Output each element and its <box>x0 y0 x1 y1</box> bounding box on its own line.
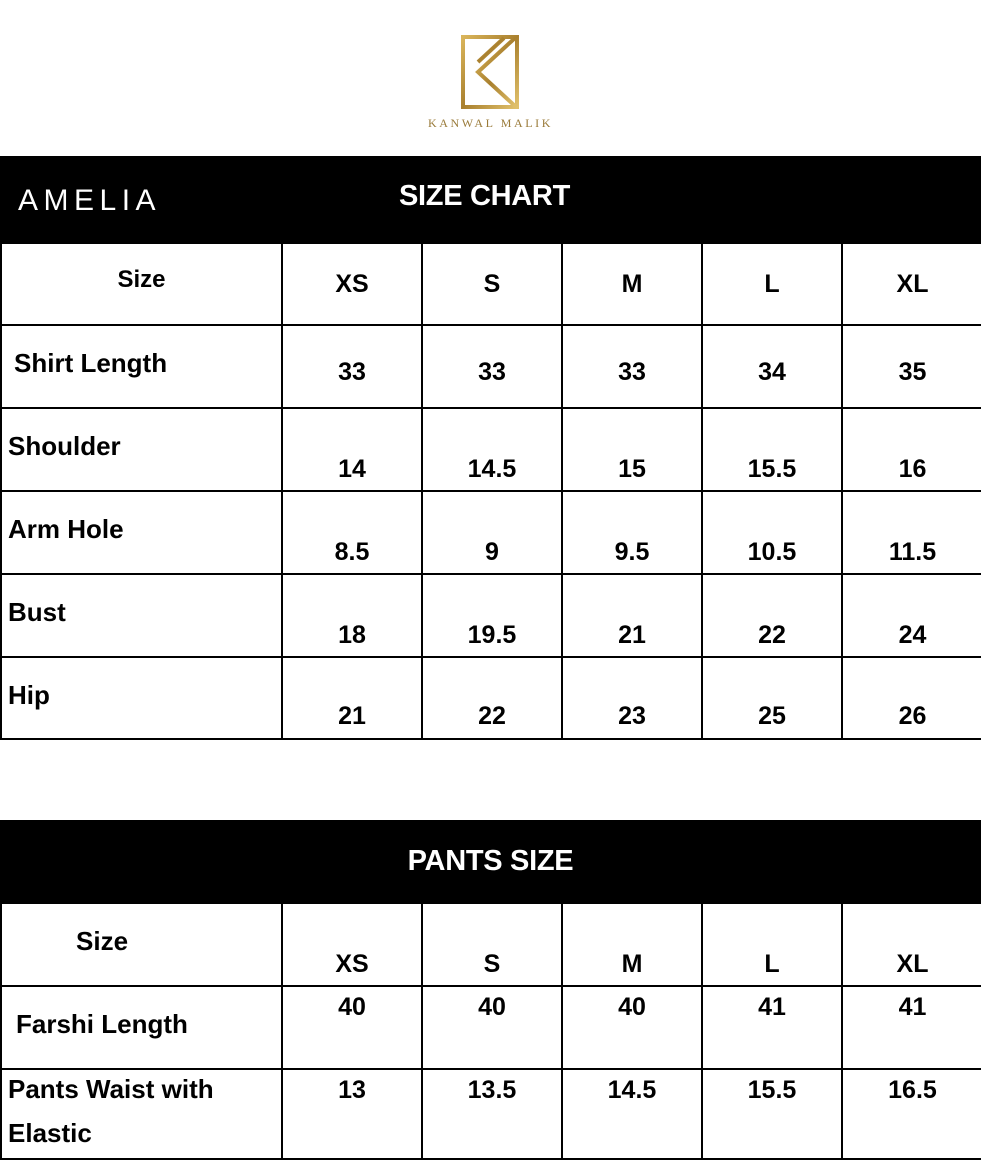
value-cell: 14 <box>282 408 422 491</box>
header-cell: L <box>702 243 842 325</box>
row-label-cell: Shoulder <box>1 408 282 491</box>
size-chart-table <box>0 242 981 740</box>
table-header-row <box>1 243 981 325</box>
table-row <box>1 657 981 739</box>
size-chart-title: SIZE CHART <box>398 180 570 212</box>
value-cell: 22 <box>422 657 562 739</box>
value-cell: 40 <box>562 986 702 1069</box>
kanwal-malik-logo-icon <box>460 34 520 110</box>
value-cell: 41 <box>702 986 842 1069</box>
value-cell: 22 <box>702 574 842 657</box>
value-cell: 11.5 <box>842 491 981 574</box>
header-cell: M <box>562 243 702 325</box>
header-cell: S <box>422 903 562 986</box>
table-row <box>1 491 981 574</box>
header-cell: Size <box>1 243 282 325</box>
pants-size-banner <box>0 820 981 904</box>
value-cell: 13 <box>282 1069 422 1159</box>
value-cell: 21 <box>282 657 422 739</box>
header-cell: XL <box>842 243 981 325</box>
row-label-cell <box>1 1069 282 1159</box>
table-row <box>1 1069 981 1159</box>
row-label-cell: Bust <box>1 574 282 657</box>
header-cell: XL <box>842 903 981 986</box>
value-cell: 10.5 <box>702 491 842 574</box>
value-cell: 14.5 <box>422 408 562 491</box>
value-cell: 33 <box>562 325 702 408</box>
header-cell: Size <box>1 903 282 986</box>
row-label-line-2: Elastic <box>8 1118 92 1148</box>
table-row <box>1 986 981 1069</box>
header-cell: L <box>702 903 842 986</box>
brand-logo <box>0 0 981 156</box>
value-cell: 41 <box>842 986 981 1069</box>
value-cell: 9 <box>422 491 562 574</box>
value-cell: 25 <box>702 657 842 739</box>
row-label-cell: Hip <box>1 657 282 739</box>
value-cell: 16.5 <box>842 1069 981 1159</box>
row-label-cell: Arm Hole <box>1 491 282 574</box>
value-cell: 24 <box>842 574 981 657</box>
table-row <box>1 574 981 657</box>
value-cell: 18 <box>282 574 422 657</box>
table-row <box>1 325 981 408</box>
value-cell: 19.5 <box>422 574 562 657</box>
table-row <box>1 408 981 491</box>
size-chart-banner <box>0 156 981 243</box>
value-cell: 15 <box>562 408 702 491</box>
value-cell: 40 <box>422 986 562 1069</box>
value-cell: 35 <box>842 325 981 408</box>
row-label-cell: Farshi Length <box>1 986 282 1069</box>
value-cell: 16 <box>842 408 981 491</box>
value-cell: 26 <box>842 657 981 739</box>
row-label-cell: Shirt Length <box>1 325 282 408</box>
value-cell: 21 <box>562 574 702 657</box>
pants-size-table <box>0 902 981 1160</box>
pants-size-title: PANTS SIZE <box>407 845 574 877</box>
header-cell: XS <box>282 903 422 986</box>
value-cell: 14.5 <box>562 1069 702 1159</box>
value-cell: 33 <box>422 325 562 408</box>
value-cell: 15.5 <box>702 1069 842 1159</box>
brand-name-text: KANWAL MALIK <box>427 116 554 130</box>
header-cell: S <box>422 243 562 325</box>
value-cell: 23 <box>562 657 702 739</box>
product-name: AMELIA <box>18 184 162 217</box>
value-cell: 33 <box>282 325 422 408</box>
value-cell: 15.5 <box>702 408 842 491</box>
value-cell: 9.5 <box>562 491 702 574</box>
value-cell: 40 <box>282 986 422 1069</box>
header-cell: M <box>562 903 702 986</box>
table-header-row <box>1 903 981 986</box>
value-cell: 34 <box>702 325 842 408</box>
header-cell: XS <box>282 243 422 325</box>
value-cell: 8.5 <box>282 491 422 574</box>
row-label-line-1: Pants Waist with <box>8 1074 214 1104</box>
value-cell: 13.5 <box>422 1069 562 1159</box>
